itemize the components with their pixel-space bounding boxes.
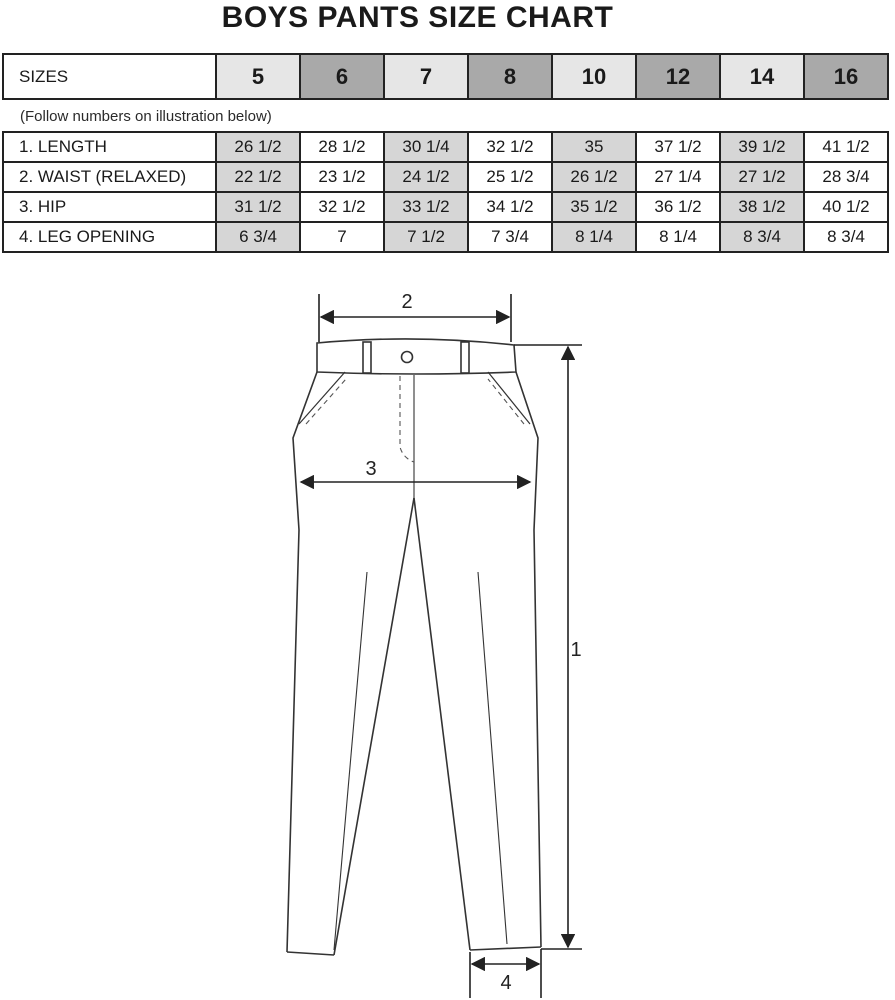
stitching bbox=[306, 376, 524, 462]
left-pocket bbox=[299, 372, 345, 424]
value-cell: 35 bbox=[552, 132, 636, 162]
value-cell: 28 3/4 bbox=[804, 162, 888, 192]
left-crease bbox=[334, 572, 367, 950]
belt-loop-right bbox=[461, 342, 469, 373]
value-cell: 22 1/2 bbox=[216, 162, 300, 192]
pants-outline bbox=[287, 339, 541, 955]
follow-note: (Follow numbers on illustration below) bbox=[20, 108, 272, 125]
measure-waist bbox=[319, 294, 511, 342]
value-cell: 27 1/4 bbox=[636, 162, 720, 192]
value-cell: 26 1/2 bbox=[552, 162, 636, 192]
value-cell: 7 3/4 bbox=[468, 222, 552, 252]
value-cell: 40 1/2 bbox=[804, 192, 888, 222]
right-hem bbox=[470, 947, 541, 950]
value-cell: 6 3/4 bbox=[216, 222, 300, 252]
size-cell: 8 bbox=[468, 54, 552, 99]
value-cell: 8 1/4 bbox=[636, 222, 720, 252]
sizes-header-table bbox=[2, 53, 889, 100]
sizes-row bbox=[3, 54, 888, 99]
sizes-label: SIZES bbox=[3, 54, 216, 99]
length-marker-label: 1 bbox=[570, 639, 582, 661]
value-cell: 26 1/2 bbox=[216, 132, 300, 162]
value-cell: 25 1/2 bbox=[468, 162, 552, 192]
value-cell: 41 1/2 bbox=[804, 132, 888, 162]
value-cell: 8 1/4 bbox=[552, 222, 636, 252]
value-cell: 8 3/4 bbox=[720, 222, 804, 252]
value-cell: 24 1/2 bbox=[384, 162, 468, 192]
value-cell: 27 1/2 bbox=[720, 162, 804, 192]
left-hem bbox=[287, 952, 334, 955]
value-cell: 38 1/2 bbox=[720, 192, 804, 222]
measurements-table bbox=[2, 131, 889, 253]
value-cell: 23 1/2 bbox=[300, 162, 384, 192]
value-cell: 30 1/4 bbox=[384, 132, 468, 162]
row-label: 2. WAIST (RELAXED) bbox=[3, 162, 216, 192]
right-crease bbox=[478, 572, 507, 944]
value-cell: 7 bbox=[300, 222, 384, 252]
value-cell: 7 1/2 bbox=[384, 222, 468, 252]
value-cell: 37 1/2 bbox=[636, 132, 720, 162]
hip-marker-label: 3 bbox=[365, 458, 377, 480]
value-cell: 31 1/2 bbox=[216, 192, 300, 222]
size-cell: 6 bbox=[300, 54, 384, 99]
size-cell: 16 bbox=[804, 54, 888, 99]
belt-loop-left bbox=[363, 342, 371, 373]
table-row bbox=[3, 132, 888, 162]
leg-opening-marker-label: 4 bbox=[500, 972, 512, 994]
value-cell: 34 1/2 bbox=[468, 192, 552, 222]
row-label: 1. LENGTH bbox=[3, 132, 216, 162]
left-inseam bbox=[334, 498, 414, 955]
waistband bbox=[317, 339, 516, 374]
right-inseam bbox=[414, 498, 470, 950]
table-row bbox=[3, 162, 888, 192]
size-cell: 5 bbox=[216, 54, 300, 99]
size-cell: 7 bbox=[384, 54, 468, 99]
size-cell: 12 bbox=[636, 54, 720, 99]
value-cell: 39 1/2 bbox=[720, 132, 804, 162]
right-outseam bbox=[516, 372, 541, 947]
row-label: 4. LEG OPENING bbox=[3, 222, 216, 252]
value-cell: 33 1/2 bbox=[384, 192, 468, 222]
chart-title: BOYS PANTS SIZE CHART bbox=[221, 1, 614, 34]
value-cell: 36 1/2 bbox=[636, 192, 720, 222]
value-cell: 32 1/2 bbox=[468, 132, 552, 162]
right-pocket bbox=[488, 372, 530, 424]
waist-marker-label: 2 bbox=[401, 291, 413, 313]
table-row bbox=[3, 222, 888, 252]
value-cell: 32 1/2 bbox=[300, 192, 384, 222]
pants-measurement-diagram bbox=[0, 280, 895, 1000]
size-cell: 14 bbox=[720, 54, 804, 99]
value-cell: 35 1/2 bbox=[552, 192, 636, 222]
button bbox=[402, 352, 413, 363]
table-row bbox=[3, 192, 888, 222]
left-outseam bbox=[287, 372, 317, 952]
row-label: 3. HIP bbox=[3, 192, 216, 222]
size-cell: 10 bbox=[552, 54, 636, 99]
value-cell: 8 3/4 bbox=[804, 222, 888, 252]
value-cell: 28 1/2 bbox=[300, 132, 384, 162]
